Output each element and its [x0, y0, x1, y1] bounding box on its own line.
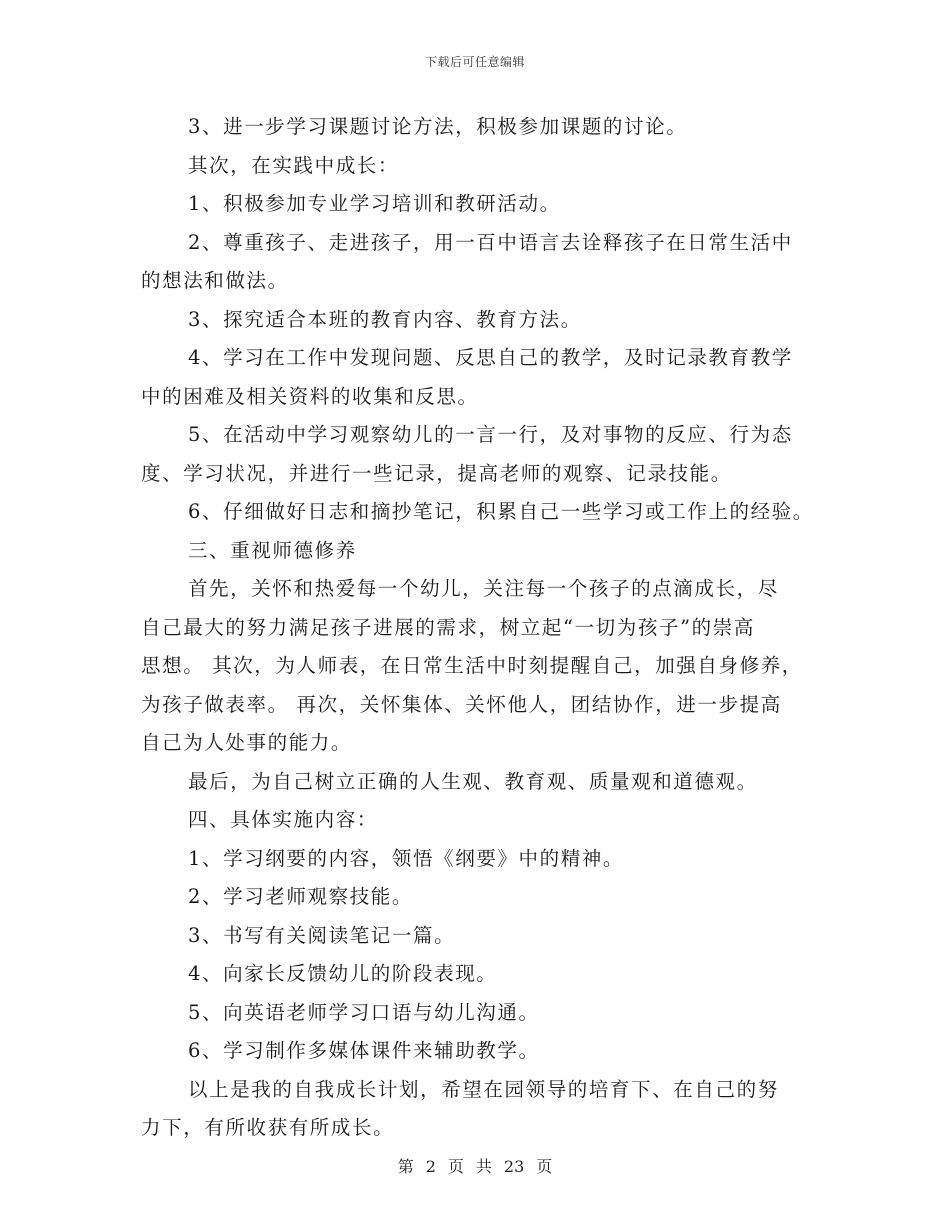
text-line: 6、仔细做好日志和摘抄笔记，积累自己一些学习或工作上的经验。 — [188, 500, 814, 523]
text-line: 力下，有所收获有所成长。 — [141, 1116, 395, 1139]
text-line: 3、书写有关阅读笔记一篇。 — [188, 923, 456, 947]
footer-total-word: 共 — [475, 1157, 492, 1176]
text-line: 4、学习在工作中发现问题、反思自己的教学，及时记录教育教学 — [188, 346, 793, 369]
text-line: 三、重视师德修养 — [188, 538, 357, 562]
text-line: 6、学习制作多媒体课件来辅助教学。 — [188, 1039, 540, 1062]
text-line: 3、探究适合本班的教育内容、教育方法。 — [188, 307, 582, 331]
text-line: 2、尊重孩子、走进孩子，用一百中语言去诠释孩子在日常生活中 — [188, 230, 793, 254]
text-line: 5、在活动中学习观察幼儿的一言一行，及对事物的反应、行为态 — [188, 423, 793, 446]
footer-prefix: 第 — [397, 1157, 414, 1176]
text-line: 5、向英语老师学习口语与幼儿沟通。 — [188, 1000, 540, 1024]
page-header — [0, 53, 950, 70]
text-line: 其次，在实践中成长： — [188, 153, 400, 177]
text-line: 1、积极参加专业学习培训和教研活动。 — [188, 192, 561, 215]
text-line: 最后，为自己树立正确的人生观、教育观、质量观和道德观。 — [188, 769, 758, 793]
text-line: 为孩子做表率。 再次，关怀集体、关怀他人，团结协作，进一步提高 — [141, 692, 782, 716]
text-line: 自己最大的努力满足孩子进展的需求，树立起“一切为孩子”的崇高 — [141, 615, 755, 639]
text-line: 中的困难及相关资料的收集和反思。 — [141, 384, 479, 408]
text-line: 2、学习老师观察技能。 — [188, 885, 414, 908]
text-line: 以上是我的自我成长计划，希望在园领导的培育下、在自己的努 — [188, 1077, 779, 1101]
footer-page-word: 页 — [447, 1157, 464, 1176]
text-line: 4、向家长反馈幼儿的阶段表现。 — [188, 962, 498, 985]
text-line: 首先，关怀和热爱每一个幼儿，关注每一个孩子的点滴成长，尽 — [188, 577, 779, 600]
footer-current-page: 2 — [425, 1157, 436, 1176]
text-line: 度、学习状况，并进行一些记录，提高老师的观察、记录技能。 — [141, 461, 732, 485]
footer-total-pages: 23 — [503, 1157, 525, 1176]
text-line: 思想。 其次，为人师表，在日常生活中时刻提醒自己，加强自身修养， — [141, 654, 803, 677]
page-footer — [0, 1154, 950, 1177]
text-line: 自己为人处事的能力。 — [141, 731, 353, 754]
text-line: 四、具体实施内容： — [188, 808, 378, 831]
header-text: 下载后可任意编辑 — [424, 55, 525, 69]
text-line: 的想法和做法。 — [141, 269, 289, 292]
text-line: 1、学习纲要的内容，领悟《纲要》中的精神。 — [188, 846, 625, 870]
document-body — [141, 108, 831, 1148]
text-line: 3、进一步学习课题讨论方法，积极参加课题的讨论。 — [188, 115, 688, 138]
footer-suffix: 页 — [536, 1157, 553, 1176]
